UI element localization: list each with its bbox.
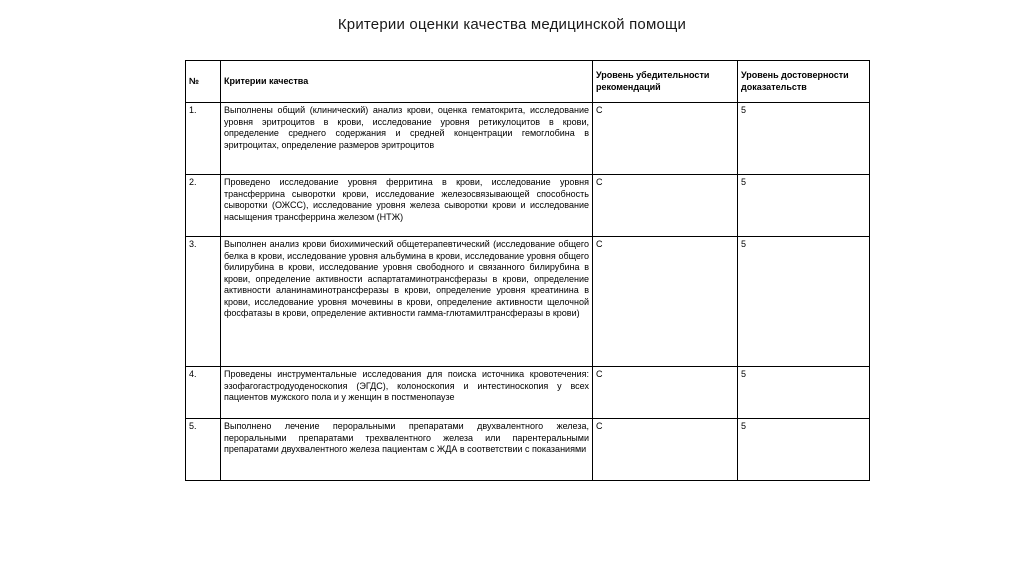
table-row xyxy=(186,237,870,367)
cell-evidence-level: 5 xyxy=(738,419,870,481)
column-header-criteria: Критерии качества xyxy=(221,61,593,103)
cell-number: 3. xyxy=(186,237,221,367)
cell-recommendation-level: С xyxy=(593,367,738,419)
cell-number: 1. xyxy=(186,103,221,175)
table-row xyxy=(186,175,870,237)
cell-number: 2. xyxy=(186,175,221,237)
cell-criteria: Проведено исследование уровня ферритина в крови, исследование уровня трансферрина сыворотки крови, исследование железосвязывающей способность сыворотки (ОЖСС), исследование уровня железа сыворотки крови и исследование насыщения трансферрина железом (НТЖ) xyxy=(221,175,593,237)
cell-recommendation-level: С xyxy=(593,419,738,481)
cell-recommendation-level: С xyxy=(593,237,738,367)
cell-evidence-level: 5 xyxy=(738,237,870,367)
cell-criteria: Выполнено лечение пероральными препаратами двухвалентного железа, пероральными препаратами трехвалентного железа или парентеральными препаратами двухвалентного железа пациентам с ЖДА в соответствии с показаниями xyxy=(221,419,593,481)
column-header-evidence-level: Уровень достоверности доказательств xyxy=(738,61,870,103)
cell-number: 4. xyxy=(186,367,221,419)
quality-criteria-table xyxy=(185,60,870,481)
cell-recommendation-level: С xyxy=(593,175,738,237)
table-row xyxy=(186,103,870,175)
table-header-row xyxy=(186,61,870,103)
table-row xyxy=(186,367,870,419)
cell-recommendation-level: С xyxy=(593,103,738,175)
table-row xyxy=(186,419,870,481)
cell-evidence-level: 5 xyxy=(738,103,870,175)
cell-number: 5. xyxy=(186,419,221,481)
cell-criteria: Проведены инструментальные исследования для поиска источника кровотечения: эзофагогастродуоденоскопия (ЭГДС), колоноскопия и интестиноскопия у всех пациентов мужского пола и у женщин в постменопаузе xyxy=(221,367,593,419)
cell-criteria: Выполнен анализ крови биохимический общетерапевтический (исследование общего белка в крови, исследование уровня альбумина в крови, исследование уровня общего билирубина в крови, исследование уровня свободного и связанного билирубина в крови, определение активности аспартатаминотрансферазы в крови, определение активности аланинаминотрансферазы в крови, определение уровня креатинина в крови, исследование уровня мочевины в крови, определение активности щелочной фосфатазы в крови, определение активности гамма-глютамилтрансферазы в крови) xyxy=(221,237,593,367)
page-title: Критерии оценки качества медицинской помощи xyxy=(337,16,687,33)
cell-evidence-level: 5 xyxy=(738,175,870,237)
column-header-recommendation-level: Уровень убедительности рекомендаций xyxy=(593,61,738,103)
cell-evidence-level: 5 xyxy=(738,367,870,419)
cell-criteria: Выполнены общий (клинический) анализ крови, оценка гематокрита, исследование уровня эритроцитов в крови, исследование уровня ретикулоцитов в крови, определение среднего содержания и средней концентрации гемоглобина в эритроцитах, определение размеров эритроцитов xyxy=(221,103,593,175)
column-header-number: № xyxy=(186,61,221,103)
